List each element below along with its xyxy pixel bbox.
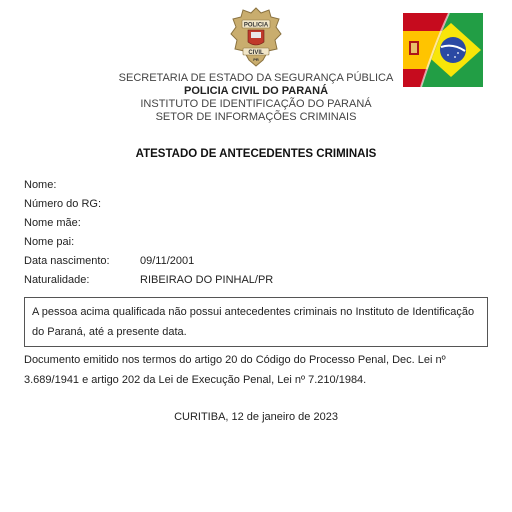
legal-text: Documento emitido nos termos do artigo 20 do Código do Processo Penal, Dec. Lei nº 3.689/1941 e artigo 202 da Lei de Execução Penal, Lei nº 7.210/1984. bbox=[24, 354, 446, 386]
badge-top-text: POLICIA bbox=[243, 22, 269, 29]
personal-fields bbox=[24, 175, 494, 289]
badge-bottom-text: CIVIL bbox=[248, 50, 264, 56]
field-row-nome bbox=[24, 175, 494, 194]
field-label: Data nascimento: bbox=[24, 254, 110, 267]
field-label: Nome pai: bbox=[24, 235, 75, 248]
badge-state-text: PR bbox=[253, 57, 259, 62]
header-line-instituto: INSTITUTO DE IDENTIFICAÇÃO DO PARANÁ bbox=[140, 98, 372, 110]
place-date: CURITIBA, 12 de janeiro de 2023 bbox=[174, 411, 338, 423]
field-value: RIBEIRAO DO PINHAL/PR bbox=[140, 273, 274, 286]
header-line-policia: POLICIA CIVIL DO PARANÁ bbox=[183, 85, 329, 97]
field-label: Naturalidade: bbox=[24, 273, 90, 286]
header-line-secretaria: SECRETARIA DE ESTADO DA SEGURANÇA PÚBLICA bbox=[118, 72, 394, 84]
police-badge-icon bbox=[229, 6, 283, 68]
field-row-nome-mae bbox=[24, 213, 494, 232]
notice-box: A pessoa acima qualificada não possui antecedentes criminais no Instituto de Identificação do Paraná, até a presente data. bbox=[24, 297, 488, 347]
field-row-data-nascimento bbox=[24, 251, 494, 270]
field-row-rg bbox=[24, 194, 494, 213]
field-row-nome-pai bbox=[24, 232, 494, 251]
header-line-setor: SETOR DE INFORMAÇÕES CRIMINAIS bbox=[155, 111, 357, 123]
field-label: Nome: bbox=[24, 178, 57, 191]
field-value: 09/11/2001 bbox=[140, 254, 195, 267]
field-label: Nome mãe: bbox=[24, 216, 81, 229]
document-title: ATESTADO DE ANTECEDENTES CRIMINAIS bbox=[135, 148, 377, 160]
field-label: Número do RG: bbox=[24, 197, 102, 210]
field-row-naturalidade bbox=[24, 270, 494, 289]
document-header bbox=[0, 72, 512, 124]
